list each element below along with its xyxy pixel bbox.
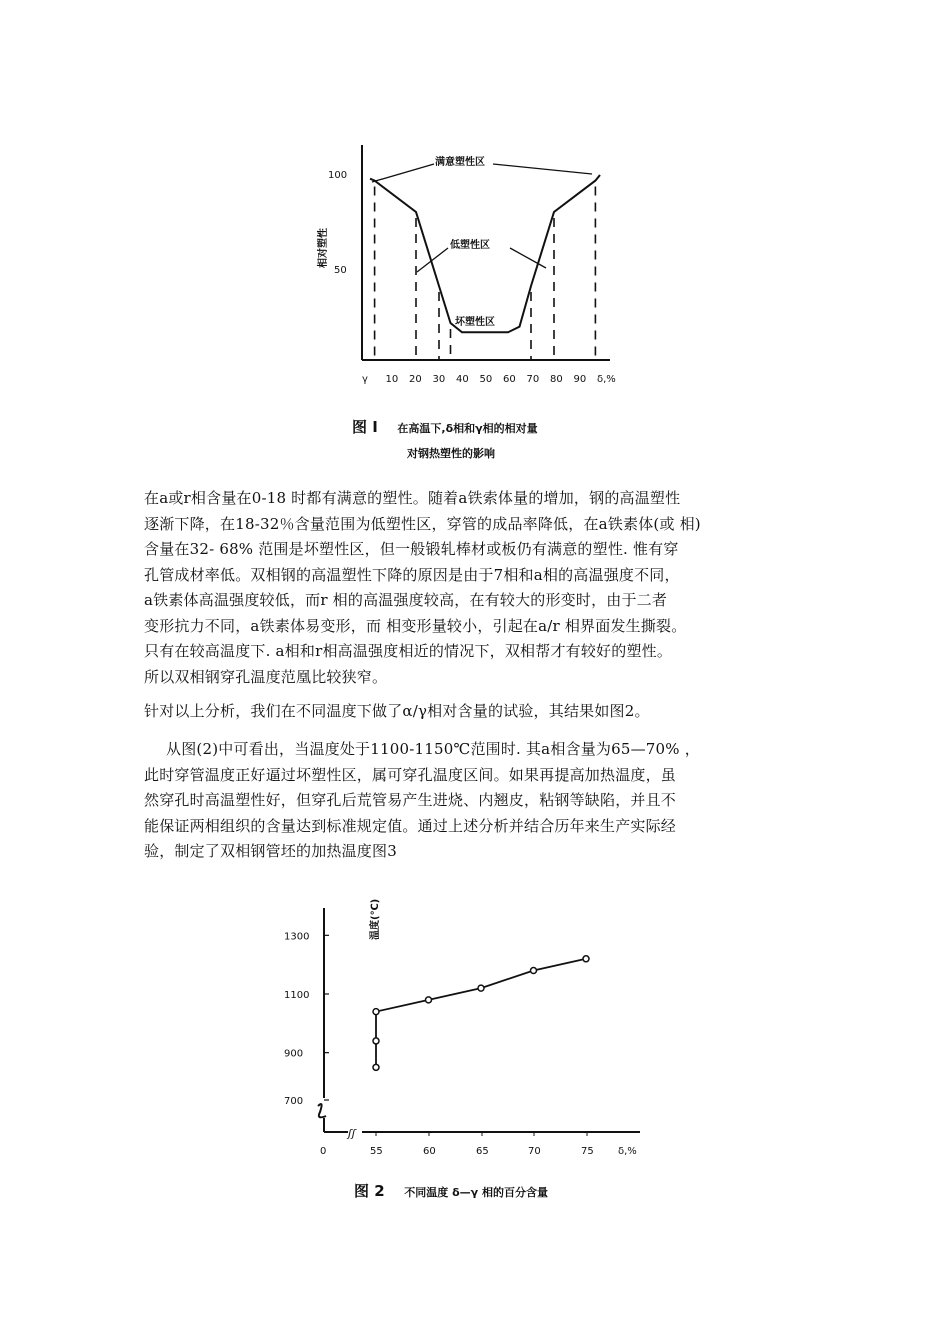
y-tick-50: 50 <box>334 265 347 276</box>
data-point <box>531 968 537 974</box>
y-axis-label: 温度(℃) <box>370 898 381 940</box>
x-tick-label: 0 <box>320 1146 327 1157</box>
x-tick-label: 60 <box>503 374 516 385</box>
paragraph-1 <box>144 486 824 690</box>
figure-1 <box>300 120 640 390</box>
figure-1-caption-line1: 在高温下,δ相和γ相的相对量 <box>397 422 538 435</box>
paragraph-3 <box>144 737 824 865</box>
x-tick-label: δ,% <box>597 374 616 385</box>
plasticity-curve <box>370 175 600 332</box>
label-satisfactory-zone: 满意塑性区 <box>435 157 485 168</box>
figure-1-number: 图 I <box>352 418 378 436</box>
data-point <box>373 1009 379 1015</box>
x-tick-label: 70 <box>528 1146 541 1157</box>
y-tick-label: 900 <box>284 1048 304 1060</box>
x-tick-label: 10 <box>385 374 399 385</box>
text-line: 能保证两相组织的含量达到标准规定值。通过上述分析并结合历年来生产实际经 <box>144 816 677 835</box>
figure-2-number: 图 2 <box>354 1182 385 1200</box>
x-tick-label: 50 <box>479 374 493 385</box>
text-line: 在a或r相含量在0-18 时都有满意的塑性。随着a铁索体量的增加，钢的高温塑性 <box>144 489 681 507</box>
text-line: 含量在32- 68% 范围是坏塑性区，但一般锻轧棒材或板仍有满意的塑性. 惟有穿 <box>144 540 679 558</box>
figure-1-caption-2 <box>407 442 495 461</box>
paragraph-2 <box>144 699 824 725</box>
figure-1-caption <box>352 416 538 437</box>
x-tick-label: 65 <box>476 1146 489 1157</box>
y-tick-100: 100 <box>328 170 348 181</box>
figure-2-caption <box>354 1180 548 1201</box>
data-point <box>478 985 484 991</box>
x-tick-label: 55 <box>370 1146 383 1157</box>
text-line: a铁素体高温强度较低，而r 相的高温强度较高，在有较大的形变时，由于二者 <box>144 591 668 609</box>
y-tick-label: 700 <box>284 1096 304 1107</box>
y-axis-label: 相对塑性 <box>318 228 329 268</box>
x-tick-label: δ,% <box>618 1146 637 1157</box>
figure-2 <box>280 880 660 1170</box>
text-line: 逐渐下降，在18-32％含量范围为低塑性区，穿管的成品率降低，在a铁素体(或 相) <box>144 514 701 533</box>
y-tick-label: 1300 <box>284 931 310 943</box>
x-tick-label: γ <box>362 374 368 385</box>
x-tick-label: 60 <box>423 1146 436 1157</box>
data-point <box>583 956 589 962</box>
x-tick-label: 20 <box>409 374 422 385</box>
label-low-zone: 低塑性区 <box>450 240 490 251</box>
x-tick-label: 80 <box>550 374 563 385</box>
x-tick-label: 70 <box>526 374 540 385</box>
x-tick-label: 40 <box>456 374 469 385</box>
text-line: 从图(2)中可看出，当温度处于1100-1150℃范围时. 其a相含量为65—70% ， <box>166 740 700 758</box>
figure-2-chart <box>280 880 660 1170</box>
y-tick-label: 1100 <box>284 990 310 1001</box>
figure-1-caption-line2: 对钢热塑性的影响 <box>407 447 495 460</box>
figure-2-caption-text: 不同温度 δ—γ 相的百分含量 <box>404 1186 548 1199</box>
x-tick-label: 30 <box>432 374 446 385</box>
text-line: 孔管成材率低。双相钢的高温塑性下降的原因是由于7相和a相的高温强度不同， <box>144 565 680 584</box>
text-line: 变形抗力不同，a铁素体易变形，而 相变形量较小，引起在a/r 相界面发生撕裂。 <box>144 616 687 635</box>
data-point <box>426 997 432 1003</box>
figure-1-chart <box>300 120 640 390</box>
text-line: 针对以上分析，我们在不同温度下做了α/γ相对含量的试验，其结果如图2。 <box>144 702 650 720</box>
text-line: 然穿孔时高温塑性好，但穿孔后荒管易产生进烧、内翘皮，粘钢等缺陷，并且不 <box>144 791 677 809</box>
text-line: 所以双相钢穿孔温度范凰比较狭窄。 <box>144 667 388 686</box>
data-point <box>373 1038 379 1044</box>
text-line: 此时穿管温度正好逼过坏塑性区，属可穿孔温度区间。如果再提高加热温度，虽 <box>144 765 677 784</box>
x-tick-label: 75 <box>581 1146 594 1157</box>
y-axis-break <box>318 1104 326 1117</box>
text-line: 验，制定了双相钢管坯的加热温度图3 <box>144 842 397 860</box>
temperature-curve <box>376 959 586 1068</box>
data-point <box>373 1064 379 1070</box>
x-tick-label: 90 <box>573 374 587 385</box>
label-bad-zone: 坏塑性区 <box>455 317 495 328</box>
text-line: 只有在较高温度下. a相和r相高温强度相近的情况下，双相帮才有较好的塑性。 <box>144 642 673 660</box>
x-axis-break: ʃʃ <box>348 1127 356 1140</box>
